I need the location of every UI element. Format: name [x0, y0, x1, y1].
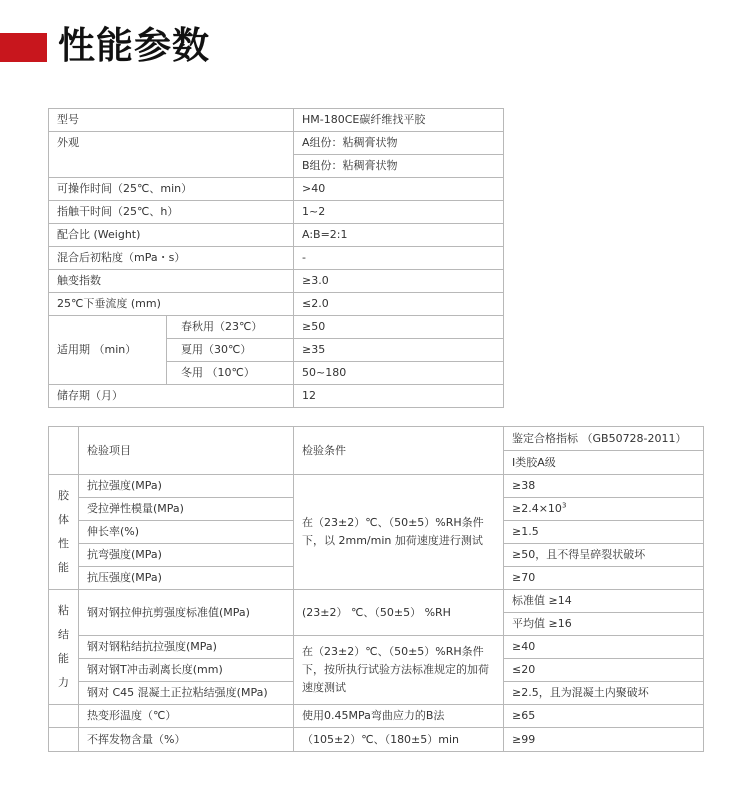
row-value-model: HM-180CE碳纤维找平胶 [294, 109, 504, 132]
table-row [49, 109, 504, 132]
table-row [49, 178, 504, 201]
row-value-thixotropic-index: ≥3.0 [294, 270, 504, 293]
header-item: 检验项目 [79, 427, 294, 475]
test-item-value: ≥2.5，且为混凝土内聚破坏 [504, 682, 704, 705]
group-label-bond: 粘结能力 [49, 590, 79, 705]
group-label-body: 胶体性能 [49, 475, 79, 590]
row-value-mix-ratio: A:B=2:1 [294, 224, 504, 247]
header-condition: 检验条件 [294, 427, 504, 475]
test-item-name: 抗拉强度(MPa) [79, 475, 294, 498]
row-label-sag-flow: 25℃下垂流度 (mm) [49, 293, 294, 316]
test-item-name: 抗弯强度(MPa) [79, 544, 294, 567]
test-item-value: ≥99 [504, 728, 704, 752]
row-value-initial-viscosity: - [294, 247, 504, 270]
period-value-winter: 50~180 [294, 362, 504, 385]
test-condition-shear: (23±2） ℃、（50±5） %RH [294, 590, 504, 636]
test-item-value: ≥70 [504, 567, 704, 590]
header-blank-cell [49, 427, 79, 475]
test-item-value [504, 498, 704, 521]
table-row [49, 270, 504, 293]
test-item-value: ≤20 [504, 659, 704, 682]
table-row [49, 224, 504, 247]
table-row [49, 132, 504, 155]
row-label-initial-viscosity: 混合后初粘度（mPa・s） [49, 247, 294, 270]
table-row [49, 636, 704, 659]
table-row [49, 385, 504, 408]
header-grade: Ⅰ类胶A级 [504, 451, 704, 475]
table-row [49, 247, 504, 270]
row-label-mix-ratio: 配合比 (Weight) [49, 224, 294, 247]
row-value-appearance-a: A组份：粘稠膏状物 [294, 132, 504, 155]
table-row [49, 427, 704, 451]
test-item-name: 钢对钢T冲击剥离长度(mm) [79, 659, 294, 682]
row-value-storage-period: 12 [294, 385, 504, 408]
table-row [49, 201, 504, 224]
spec-table-basic [48, 108, 504, 408]
blank-side-cell [49, 728, 79, 752]
shear-average-value: 平均值 ≥16 [504, 613, 704, 636]
test-item-value: ≥50，且不得呈碎裂状破坏 [504, 544, 704, 567]
shear-standard-value: 标准值 ≥14 [504, 590, 704, 613]
test-item-name: 伸长率(%) [79, 521, 294, 544]
period-season-spring-autumn: 春秋用（23℃） [167, 316, 294, 339]
test-item-name: 受拉弹性模量(MPa) [79, 498, 294, 521]
table-row [49, 293, 504, 316]
modulus-value-exponent: 3 [561, 501, 567, 510]
test-item-value: ≥1.5 [504, 521, 704, 544]
test-item-name: 不挥发物含量（%） [79, 728, 294, 752]
test-item-name: 钢对钢粘结抗拉强度(MPa) [79, 636, 294, 659]
period-value-spring-autumn: ≥50 [294, 316, 504, 339]
row-value-appearance-b: B组份：粘稠膏状物 [294, 155, 504, 178]
row-label-operable-time: 可操作时间（25℃、min） [49, 178, 294, 201]
test-item-name: 钢对钢拉伸抗剪强度标准值(MPa) [79, 590, 294, 636]
row-value-touch-dry-time: 1~2 [294, 201, 504, 224]
test-item-value: ≥65 [504, 705, 704, 728]
modulus-value-base: ≥2.4×10 [512, 502, 562, 515]
table-row [49, 316, 504, 339]
test-condition-bond: 在（23±2）℃、（50±5）%RH条件下，按所执行试验方法标准规定的加荷速度测试 [294, 636, 504, 705]
test-item-name: 热变形温度（℃） [79, 705, 294, 728]
row-value-operable-time: >40 [294, 178, 504, 201]
page-title: 性能参数 [58, 24, 210, 67]
row-label-thixotropic-index: 触变指数 [49, 270, 294, 293]
row-label-applicable-period: 适用期 （min） [49, 316, 167, 385]
test-item-value: ≥38 [504, 475, 704, 498]
table-row [49, 590, 704, 613]
row-label-storage-period: 储存期（月） [49, 385, 294, 408]
period-value-summer: ≥35 [294, 339, 504, 362]
period-season-summer: 夏用（30℃） [167, 339, 294, 362]
title-accent-bar [0, 33, 47, 62]
row-label-appearance: 外观 [49, 132, 294, 178]
row-value-sag-flow: ≤2.0 [294, 293, 504, 316]
table-row [49, 705, 704, 728]
test-condition: 使用0.45MPa弯曲应力的B法 [294, 705, 504, 728]
row-label-touch-dry-time: 指触干时间（25℃、h） [49, 201, 294, 224]
table-row [49, 475, 704, 498]
test-item-value: ≥40 [504, 636, 704, 659]
table-row [49, 728, 704, 752]
header-criteria: 鉴定合格指标 （GB50728-2011） [504, 427, 704, 451]
blank-side-cell [49, 705, 79, 728]
test-item-name: 钢对 C45 混凝土正拉粘结强度(MPa) [79, 682, 294, 705]
test-condition-body: 在（23±2）℃、（50±5）%RH条件下，以 2mm/min 加荷速度进行测试 [294, 475, 504, 590]
test-item-name: 抗压强度(MPa) [79, 567, 294, 590]
period-season-winter: 冬用 （10℃） [167, 362, 294, 385]
row-label-model: 型号 [49, 109, 294, 132]
test-condition: （105±2）℃、（180±5）min [294, 728, 504, 752]
spec-table-tests [48, 426, 704, 752]
